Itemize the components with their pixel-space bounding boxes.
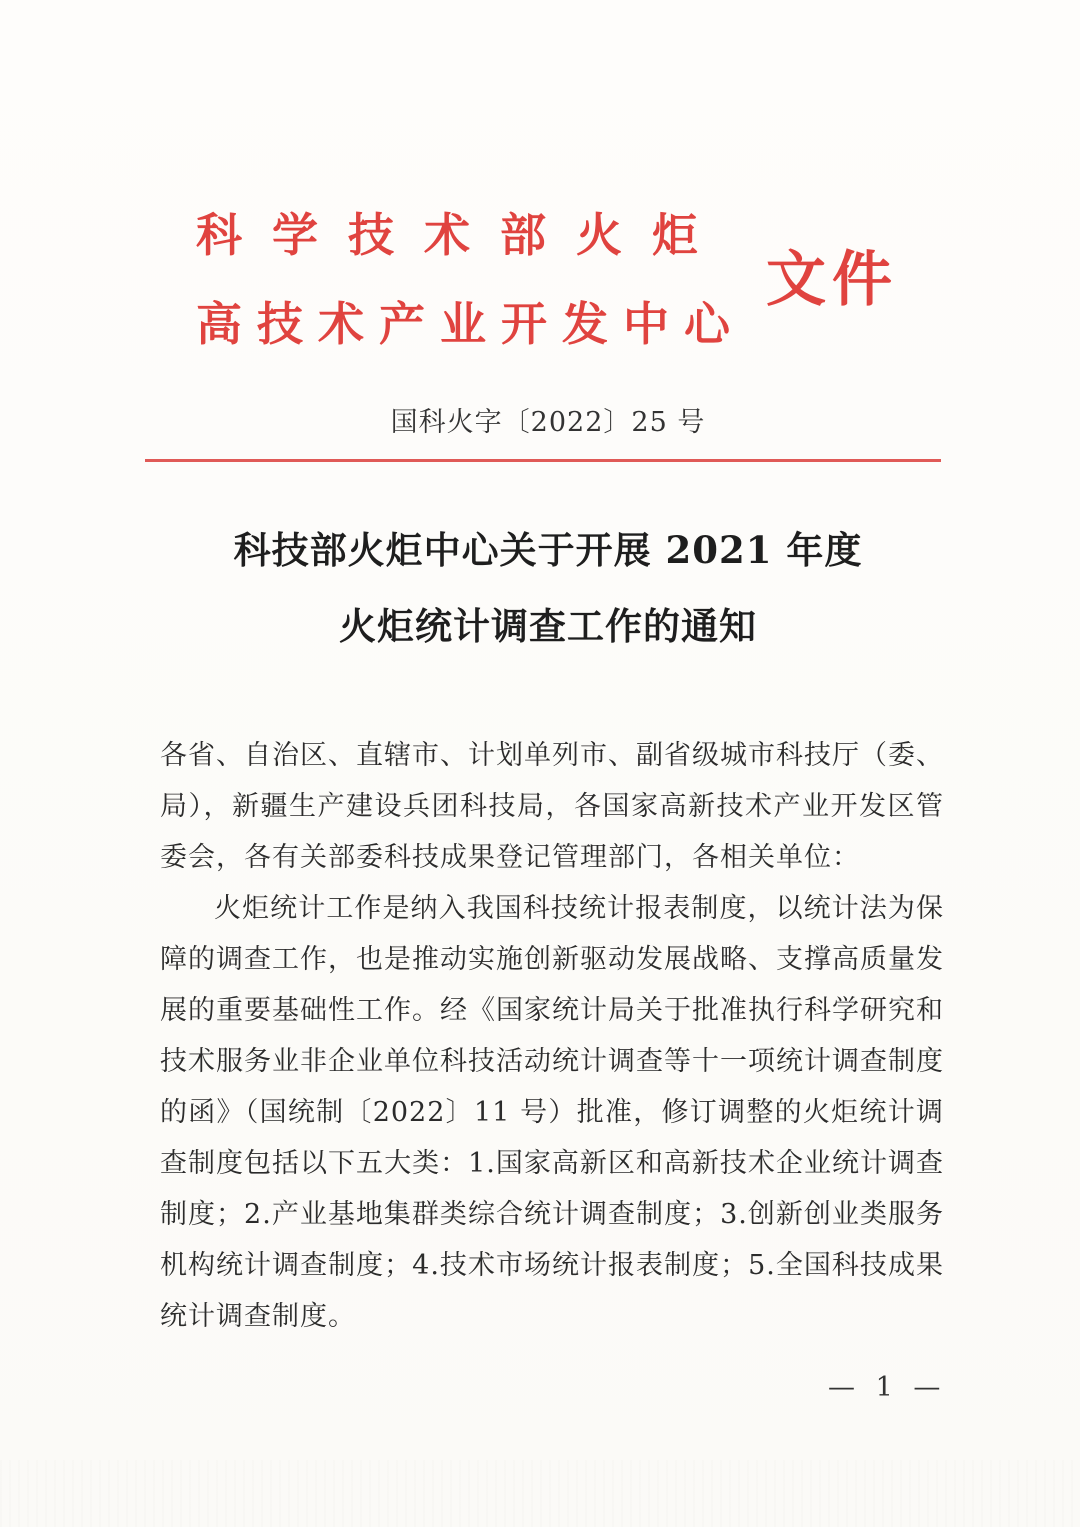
salutation: 各省、自治区、直辖市、计划单列市、副省级城市科技厅（委、局），新疆生产建设兵团科技局，各国家高新技术产业开发区管委会，各有关部委科技成果登记管理部门，各相关单位： [160,740,944,873]
page-number: — 1 — [828,1372,947,1403]
scan-edge-artifact [0,1460,1080,1527]
title-line2: 火炬统计调查工作的通知 [339,604,757,648]
header-org-line2: 高技术产业开发中心 [196,297,745,351]
document-number: 国科火字〔2022〕25 号 [390,407,706,438]
header-org-line1: 科学技术部火炬 [196,208,728,262]
red-divider [145,459,941,462]
paragraph-1: 火炬统计工作是纳入我国科技统计报表制度，以统计法为保障的调查工作，也是推动实施创新驱动发展战略、支撑高质量发展的重要基础性工作。经《国家统计局关于批准执行科学研究和技术服务业非企业单位科技活动统计调查等十一项统计调查制度的函》（国统制〔2022〕11 号）批准，修订调整的火炬统计调查制度包括以下五大类：1.国家高新区和高新技术企业统计调查制度；2.产业基地集群类综合统计调查制度；3.创新创业类服务机构统计调查制度；4.技术市场统计报表制度；5.全国科技成果统计调查制度。 [160,893,944,1332]
body-text [160,730,944,1342]
header-doc-word: 文件 [766,245,898,315]
title-line1: 科技部火炬中心关于开展 2021 年度 [233,528,863,572]
